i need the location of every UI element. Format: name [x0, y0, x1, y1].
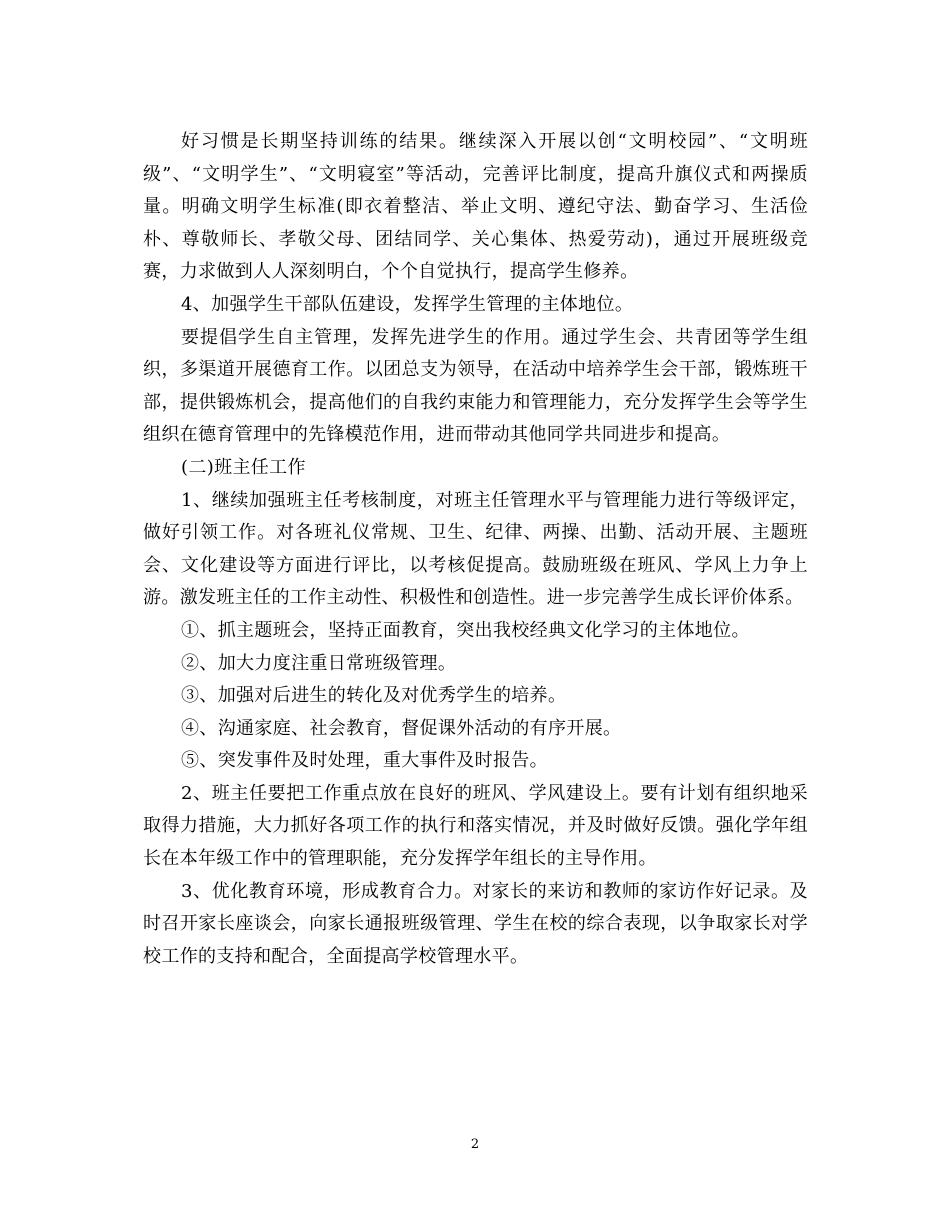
- list-item-circled-1: ①、抓主题班会，坚持正面教育，突出我校经典文化学习的主体地位。: [181, 619, 750, 641]
- paragraph-student-self-management: 要提倡学生自主管理，发挥先进学生的作用。通过学生会、共青团等学生组织，多渠道开展德育工作。以团总支为领导，在活动中培养学生会干部，锻炼班干部，提供锻炼机会，提高他们的自我约束能力和管理能力，充分发挥学生会等学生组织在德育管理中的先锋模范作用，进而带动其他同学共同进步和提高。: [143, 326, 808, 446]
- paragraph-good-habits: 好习惯是长期坚持训练的结果。继续深入开展以创“文明校园”、“文明班级”、“文明学生”、“文明寝室”等活动，完善评比制度，提高升旗仪式和两操质量。明确文明学生标准(即衣着整洁、举止文明、遵纪守法、勤奋学习、生活俭朴、尊敬师长、孝敬父母、团结同学、关心集体、热爱劳动)，通过开展班级竞赛，力求做到人人深刻明白，个个自觉执行，提高学生修养。: [143, 131, 808, 283]
- paragraph-item-1-assessment: 1、继续加强班主任考核制度，对班主任管理水平与管理能力进行等级评定，做好引领工作。对各班礼仪常规、卫生、纪律、两操、出勤、活动开展、主题班会、文化建设等方面进行评比，以考核促提高。鼓励班级在班风、学风上力争上游。激发班主任的工作主动性、积极性和创造性。进一步完善学生成长评价体系。: [143, 489, 808, 609]
- list-item-circled-4: ④、沟通家庭、社会教育，督促课外活动的有序开展。: [181, 717, 622, 739]
- paragraph-item-3-environment: 3、优化教育环境，形成教育合力。对家长的来访和教师的家访作好记录。及时召开家长座谈会，向家长通报班级管理、学生在校的综合表现，以争取家长对学校工作的支持和配合，全面提高学校管理水平。: [143, 880, 808, 967]
- paragraph-item-4-heading: 4、加强学生干部队伍建设，发挥学生管理的主体地位。: [181, 293, 634, 315]
- list-item-circled-2: ②、加大力度注重日常班级管理。: [181, 652, 457, 674]
- page-number: 2: [470, 1137, 480, 1152]
- section-heading-head-teacher-work: (二)班主任工作: [181, 456, 306, 478]
- list-item-circled-5: ⑤、突发事件及时处理，重大事件及时报告。: [181, 750, 548, 772]
- document-body: [143, 126, 808, 973]
- list-item-circled-3: ③、加强对后进生的转化及对优秀学生的培养。: [181, 685, 567, 707]
- paragraph-item-2-class-style: 2、班主任要把工作重点放在良好的班风、学风建设上。要有计划有组织地采取得力措施，大力抓好各项工作的执行和落实情况，并及时做好反馈。强化学年组长在本年级工作中的管理职能，充分发挥学年组长的主导作用。: [143, 782, 808, 870]
